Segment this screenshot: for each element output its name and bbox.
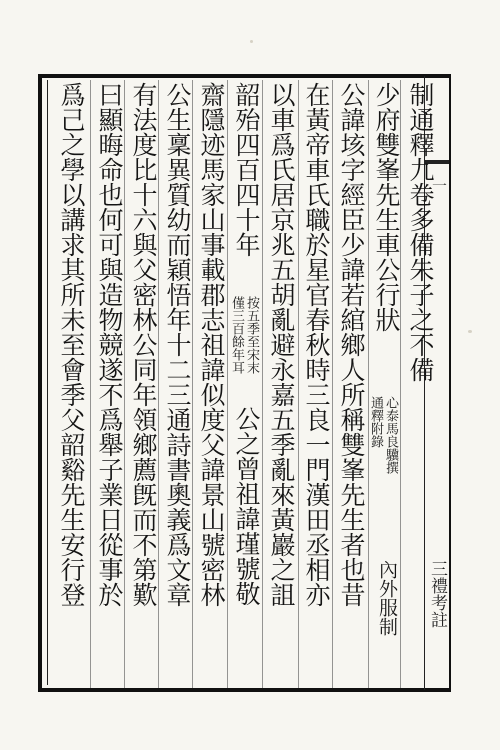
text-column-5: 以車爲氏居京兆五胡亂避永嘉五季亂來黃巖之詛 [267, 82, 296, 607]
text-column-8: 公生稟異質幼而穎悟年十二三通詩書奧義爲文章 [163, 82, 192, 607]
text-column-10: 曰顯晦命也何可與造物競遂不爲舉子業日從事於 [95, 82, 124, 607]
column-divider [124, 80, 125, 688]
text-column-1: 制通釋九卷多備朱子之不備 [406, 82, 435, 382]
column-divider [332, 80, 333, 688]
column-divider [368, 80, 369, 688]
appendix-note: 通釋附錄 [368, 396, 383, 448]
text-column-6-tail: 公之曾祖諱瑾號敬 [232, 406, 261, 606]
column-divider [90, 80, 91, 688]
column-divider [227, 80, 228, 688]
text-column-11: 爲己之學以講求其所未至會季父韶谿先生安行登 [57, 82, 86, 607]
column-divider [192, 80, 193, 688]
text-column-4: 在黃帝車氏職於星官春秋時三良一門漢田丞相亦 [302, 82, 331, 607]
margin-mark-top: 一 [430, 178, 448, 193]
frame-inner-line [47, 80, 48, 685]
text-column-3: 公諱垓字經臣少諱若綰鄉人所稱雙峯先生者也昔 [337, 82, 366, 607]
paper-speck [250, 40, 253, 43]
column-divider [262, 80, 263, 688]
margin-label-bottom: 三禮考註 [427, 560, 447, 628]
text-column-9: 有法度比十六與父密林公同年領鄉薦旣而不第歎 [129, 82, 158, 607]
text-column-7: 齋隱迹馬家山事載郡志祖諱似度父諱景山號密林 [197, 82, 226, 607]
column-divider [158, 80, 159, 688]
column-divider [298, 80, 299, 688]
mourning-note: 內外服制 [376, 560, 398, 636]
paper-speck [468, 330, 472, 333]
text-column-2: 少府雙峯先生車公行狀 [372, 82, 401, 332]
chronology-note-a: 按五季至宋末 [244, 296, 259, 374]
text-column-6: 韶殆四百四十年 [232, 82, 261, 257]
chronology-note-b: 僅三百餘年耳 [229, 296, 244, 374]
author-note: 心泰馬良驥撰 [383, 396, 398, 474]
